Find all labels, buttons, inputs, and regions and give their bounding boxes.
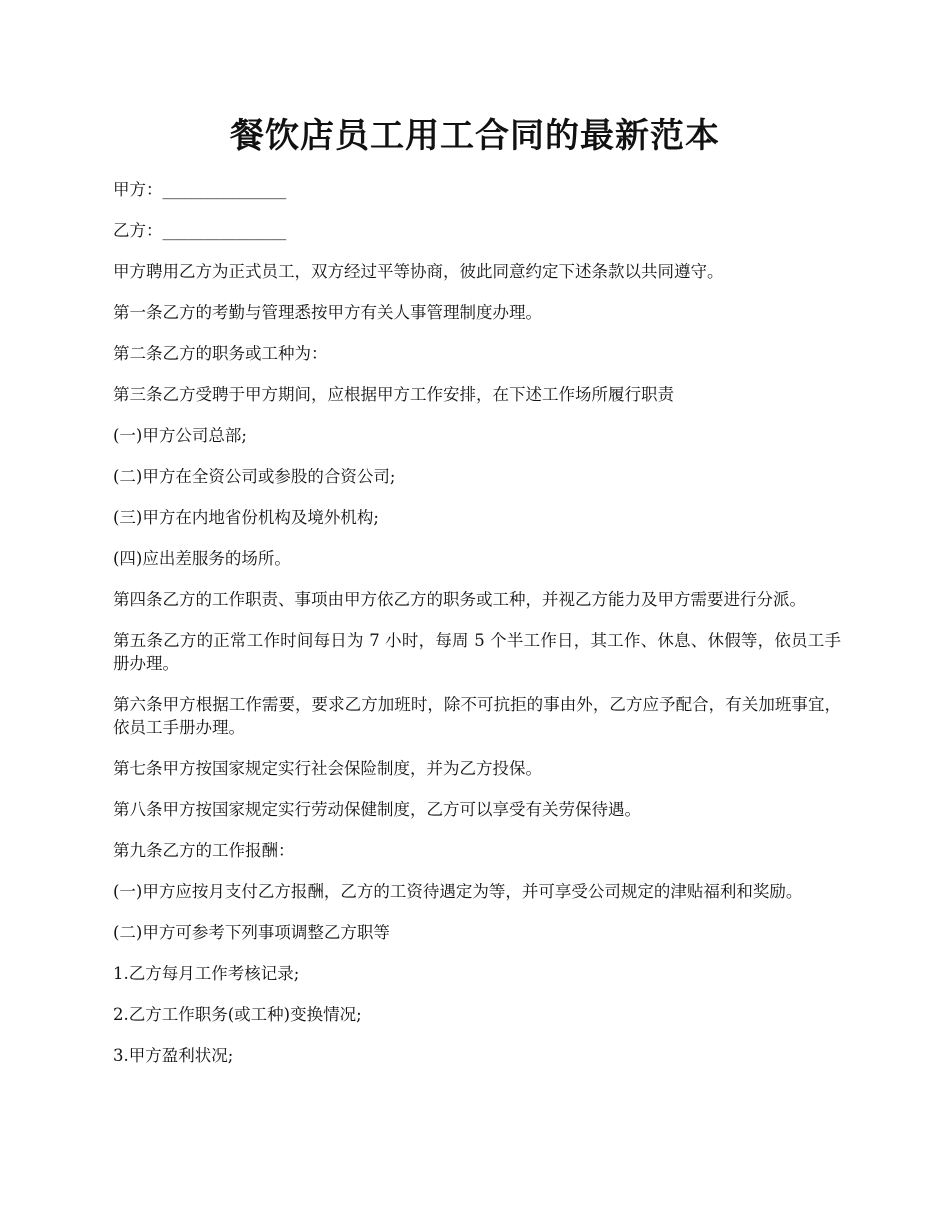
paragraph: 1.乙方每月工作考核记录; bbox=[113, 964, 300, 983]
paragraph: 第二条乙方的职务或工种为： bbox=[113, 344, 328, 363]
paragraph: 第七条甲方按国家规定实行社会保险制度，并为乙方投保。 bbox=[113, 759, 542, 778]
page-title: 餐饮店员工用工合同的最新范本 bbox=[230, 116, 720, 156]
paragraph: 第八条甲方按国家规定实行劳动保健制度，乙方可以享受有关劳保待遇。 bbox=[113, 800, 641, 819]
paragraph: (一)甲方公司总部; bbox=[113, 426, 247, 445]
paragraph: (二)甲方在全资公司或参股的合资公司; bbox=[113, 467, 396, 486]
paragraph: (三)甲方在内地省份机构及境外机构; bbox=[113, 508, 379, 527]
paragraph: 第五条乙方的正常工作时间每日为 7 小时，每周 5 个半工作日，其工作、休息、休假等，依员工手册办理。 bbox=[113, 631, 841, 673]
paragraph: 第一条乙方的考勤与管理悉按甲方有关人事管理制度办理。 bbox=[113, 303, 542, 322]
paragraph: 第九条乙方的工作报酬： bbox=[113, 841, 295, 860]
paragraph: 3.甲方盈利状况; bbox=[113, 1046, 234, 1065]
party-a-line: 甲方：_______________ bbox=[113, 180, 287, 199]
paragraph: 第四条乙方的工作职责、事项由甲方依乙方的职务或工种，并视乙方能力及甲方需要进行分派。 bbox=[113, 590, 806, 609]
paragraph: (一)甲方应按月支付乙方报酬，乙方的工资待遇定为等，并可享受公司规定的津贴福利和奖励。 bbox=[113, 882, 803, 901]
party-b-line: 乙方：_______________ bbox=[113, 221, 287, 240]
paragraph: 甲方聘用乙方为正式员工，双方经过平等协商，彼此同意约定下述条款以共同遵守。 bbox=[113, 262, 724, 281]
document-body bbox=[113, 178, 841, 1085]
paragraph: 第六条甲方根据工作需要，要求乙方加班时，除不可抗拒的事由外，乙方应予配合，有关加班事宜，依员工手册办理。 bbox=[113, 695, 841, 737]
paragraph: (二)甲方可参考下列事项调整乙方职等 bbox=[113, 923, 390, 942]
paragraph: 第三条乙方受聘于甲方期间，应根据甲方工作安排，在下述工作场所履行职责 bbox=[113, 385, 674, 404]
paragraph: (四)应出差服务的场所。 bbox=[113, 549, 291, 568]
paragraph: 2.乙方工作职务(或工种)变换情况; bbox=[113, 1005, 362, 1024]
